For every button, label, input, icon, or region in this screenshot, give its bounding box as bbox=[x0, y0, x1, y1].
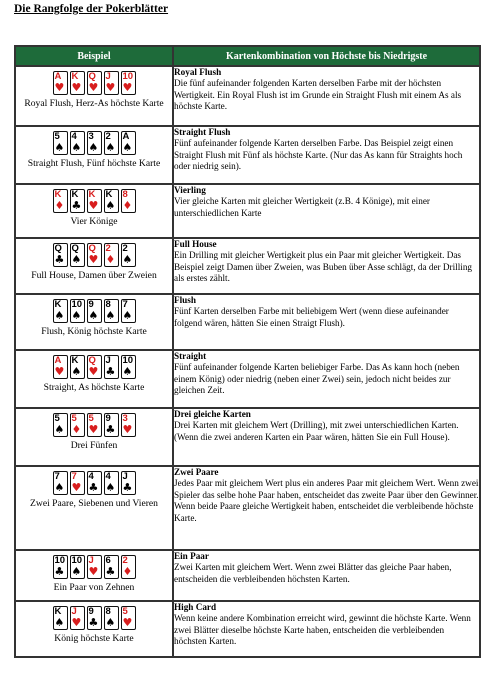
hand-description: Zwei Karten mit gleichem Wert. Wenn zwei Blätter das gleiche Paar haben, entscheiden die verbleibenden höchsten Karten. bbox=[174, 562, 452, 584]
card-rank: 4 bbox=[105, 471, 111, 482]
hand-description: Die fünf aufeinander folgenden Karten derselben Farbe mit der höchsten Wertigkeit. Ein Royal Flush ist im Grunde ein Straight Flush mit einem As als höchste Karte. bbox=[174, 78, 462, 112]
card-suit-icon: ♥ bbox=[88, 365, 99, 378]
example-label: Full House, Damen über Zweien bbox=[31, 270, 157, 281]
table-row bbox=[15, 408, 480, 466]
card-suit-icon: ♣ bbox=[122, 481, 133, 494]
playing-card bbox=[121, 71, 136, 95]
card-rank: 5 bbox=[54, 131, 60, 142]
hand-title: High Card bbox=[174, 602, 217, 612]
hand-title: Straight Flush bbox=[174, 127, 231, 137]
card-rank: Q bbox=[54, 243, 62, 254]
card-rank: 10 bbox=[71, 555, 83, 566]
card-rank: 4 bbox=[88, 471, 94, 482]
card-hand bbox=[16, 299, 172, 325]
table-row bbox=[15, 294, 480, 350]
playing-card bbox=[53, 189, 68, 213]
example-label: Royal Flush, Herz-As höchste Karte bbox=[24, 98, 164, 109]
playing-card bbox=[121, 471, 136, 495]
card-rank: K bbox=[54, 606, 62, 617]
playing-card bbox=[87, 243, 102, 267]
playing-card bbox=[121, 189, 136, 213]
playing-card bbox=[87, 471, 102, 495]
hand-description: Fünf Karten derselben Farbe mit beliebigem Wert (wenn diese aufeinander folgend wären, hätten Sie einen Straigt Flush). bbox=[174, 306, 449, 328]
card-rank: 10 bbox=[71, 299, 83, 310]
hand-title: Ein Paar bbox=[174, 551, 209, 561]
card-suit-icon: ♣ bbox=[88, 616, 99, 629]
playing-card bbox=[70, 555, 85, 579]
card-rank: J bbox=[71, 606, 77, 617]
hand-description: Wenn keine andere Kombination erreicht wird, gewinnt die höchste Karte. Wenn zwei Blätter dieselbe höchste Karte haben, entscheiden die verbleibenden höchsten Karten. bbox=[174, 613, 471, 647]
card-rank: 10 bbox=[122, 355, 134, 366]
hand-title: Zwei Paare bbox=[174, 467, 219, 477]
card-suit-icon: ♥ bbox=[71, 616, 82, 629]
playing-card bbox=[53, 131, 68, 155]
playing-card bbox=[53, 555, 68, 579]
card-suit-icon: ♠ bbox=[122, 253, 133, 266]
playing-card bbox=[121, 131, 136, 155]
playing-card bbox=[121, 243, 136, 267]
table-row bbox=[15, 350, 480, 408]
card-rank: 2 bbox=[105, 131, 111, 142]
card-rank: Q bbox=[71, 243, 79, 254]
example-label: Zwei Paare, Siebenen und Vieren bbox=[30, 498, 158, 509]
card-rank: K bbox=[71, 355, 79, 366]
table-header-row bbox=[15, 46, 480, 66]
example-cell bbox=[15, 408, 173, 466]
card-suit-icon: ♥ bbox=[122, 423, 133, 436]
playing-card bbox=[121, 299, 136, 323]
example-cell bbox=[15, 601, 173, 657]
playing-card bbox=[53, 243, 68, 267]
card-rank: 2 bbox=[122, 243, 128, 254]
card-suit-icon: ♥ bbox=[54, 365, 65, 378]
card-suit-icon: ♦ bbox=[105, 253, 116, 266]
card-rank: 8 bbox=[105, 606, 111, 617]
card-suit-icon: ♠ bbox=[122, 141, 133, 154]
card-rank: 2 bbox=[122, 555, 128, 566]
card-rank: Q bbox=[88, 71, 96, 82]
card-suit-icon: ♣ bbox=[71, 199, 82, 212]
card-rank: 5 bbox=[122, 606, 128, 617]
table-row bbox=[15, 238, 480, 294]
playing-card bbox=[70, 131, 85, 155]
hand-title: Royal Flush bbox=[174, 67, 222, 77]
playing-card bbox=[70, 355, 85, 379]
example-cell bbox=[15, 294, 173, 350]
description-cell bbox=[173, 350, 480, 408]
card-suit-icon: ♣ bbox=[54, 253, 65, 266]
description-cell bbox=[173, 184, 480, 238]
example-cell bbox=[15, 238, 173, 294]
example-label: König höchste Karte bbox=[54, 633, 134, 644]
card-suit-icon: ♣ bbox=[105, 365, 116, 378]
card-hand bbox=[16, 71, 172, 97]
description-cell bbox=[173, 550, 480, 601]
table-row bbox=[15, 550, 480, 601]
playing-card bbox=[53, 71, 68, 95]
card-rank: Q bbox=[88, 355, 96, 366]
example-label: Straight, As höchste Karte bbox=[43, 382, 145, 393]
playing-card bbox=[87, 355, 102, 379]
playing-card bbox=[87, 71, 102, 95]
hand-description: Ein Drilling mit gleicher Wertigkeit plus ein Paar mit gleicher Wertigkeit. Das Beispiel zeigt Damen über Zweien, was Buben über Asse schlägt, da der Drilling als erstes zählt. bbox=[174, 250, 473, 284]
playing-card bbox=[121, 555, 136, 579]
card-suit-icon: ♠ bbox=[105, 481, 116, 494]
hand-description: Vier gleiche Karten mit gleicher Wertigkeit (z.B. 4 Könige), mit einer unterschiedlichen Karte bbox=[174, 196, 430, 218]
card-suit-icon: ♠ bbox=[71, 565, 82, 578]
hand-description: Drei Karten mit gleichem Wert (Drilling), mit zwei unterschiedlichen Karten. (Wenn die zwei anderen Karten ein Paar wären, hätten Sie ein Full House). bbox=[174, 420, 459, 442]
example-label: Drei Fünfen bbox=[70, 440, 118, 451]
poker-ranking-table bbox=[14, 45, 481, 658]
card-rank: 6 bbox=[105, 555, 111, 566]
description-cell bbox=[173, 294, 480, 350]
card-hand bbox=[16, 131, 172, 157]
example-label: Flush, König höchste Karte bbox=[41, 326, 147, 337]
header-combination: Kartenkombination von Höchste bis Niedrigste bbox=[173, 46, 480, 66]
card-suit-icon: ♠ bbox=[54, 309, 65, 322]
hand-title: Flush bbox=[174, 295, 196, 305]
playing-card bbox=[53, 471, 68, 495]
card-suit-icon: ♠ bbox=[71, 253, 82, 266]
hand-title: Vierling bbox=[174, 185, 206, 195]
card-suit-icon: ♠ bbox=[54, 616, 65, 629]
card-suit-icon: ♥ bbox=[88, 565, 99, 578]
card-rank: K bbox=[54, 189, 62, 200]
card-suit-icon: ♠ bbox=[105, 199, 116, 212]
card-rank: A bbox=[54, 71, 62, 82]
card-rank: 8 bbox=[122, 189, 128, 200]
playing-card bbox=[104, 299, 119, 323]
example-label: Straight Flush, Fünf höchste Karte bbox=[27, 158, 161, 169]
playing-card bbox=[87, 189, 102, 213]
card-suit-icon: ♠ bbox=[71, 309, 82, 322]
card-rank: 5 bbox=[88, 413, 94, 424]
playing-card bbox=[87, 555, 102, 579]
card-suit-icon: ♥ bbox=[122, 616, 133, 629]
card-suit-icon: ♠ bbox=[105, 616, 116, 629]
card-suit-icon: ♦ bbox=[71, 423, 82, 436]
playing-card bbox=[70, 299, 85, 323]
card-suit-icon: ♣ bbox=[105, 565, 116, 578]
card-rank: A bbox=[54, 355, 62, 366]
card-rank: 7 bbox=[71, 471, 77, 482]
playing-card bbox=[70, 243, 85, 267]
card-hand bbox=[16, 555, 172, 581]
playing-card bbox=[104, 243, 119, 267]
card-rank: 10 bbox=[122, 71, 134, 82]
card-hand bbox=[16, 413, 172, 439]
playing-card bbox=[53, 413, 68, 437]
table-row bbox=[15, 184, 480, 238]
playing-card bbox=[104, 189, 119, 213]
card-hand bbox=[16, 243, 172, 269]
card-suit-icon: ♥ bbox=[88, 423, 99, 436]
card-suit-icon: ♠ bbox=[122, 365, 133, 378]
playing-card bbox=[87, 606, 102, 630]
playing-card bbox=[104, 355, 119, 379]
card-rank: K bbox=[54, 299, 62, 310]
card-rank: 5 bbox=[71, 413, 77, 424]
card-hand bbox=[16, 471, 172, 497]
card-rank: 4 bbox=[71, 131, 77, 142]
playing-card bbox=[70, 413, 85, 437]
card-suit-icon: ♠ bbox=[88, 141, 99, 154]
card-rank: K bbox=[71, 189, 79, 200]
playing-card bbox=[121, 413, 136, 437]
page-title: Die Rangfolge der Pokerblätter bbox=[14, 3, 169, 15]
playing-card bbox=[104, 131, 119, 155]
card-rank: 9 bbox=[88, 606, 94, 617]
card-suit-icon: ♠ bbox=[71, 365, 82, 378]
card-rank: J bbox=[105, 71, 111, 82]
card-rank: A bbox=[122, 131, 130, 142]
playing-card bbox=[87, 299, 102, 323]
playing-card bbox=[70, 606, 85, 630]
card-rank: Q bbox=[88, 243, 96, 254]
card-suit-icon: ♦ bbox=[122, 199, 133, 212]
card-suit-icon: ♠ bbox=[71, 141, 82, 154]
example-label: Vier Könige bbox=[70, 216, 118, 227]
playing-card bbox=[53, 299, 68, 323]
card-suit-icon: ♣ bbox=[54, 565, 65, 578]
description-cell bbox=[173, 408, 480, 466]
card-rank: 3 bbox=[88, 131, 94, 142]
playing-card bbox=[53, 606, 68, 630]
description-cell bbox=[173, 126, 480, 184]
card-suit-icon: ♠ bbox=[54, 423, 65, 436]
hand-title: Straight bbox=[174, 351, 207, 361]
playing-card bbox=[121, 355, 136, 379]
table-row bbox=[15, 126, 480, 184]
card-suit-icon: ♠ bbox=[54, 141, 65, 154]
card-suit-icon: ♥ bbox=[71, 481, 82, 494]
playing-card bbox=[53, 355, 68, 379]
table-row bbox=[15, 66, 480, 126]
example-cell bbox=[15, 466, 173, 550]
playing-card bbox=[87, 131, 102, 155]
playing-card bbox=[70, 471, 85, 495]
playing-card bbox=[104, 413, 119, 437]
playing-card bbox=[104, 471, 119, 495]
description-cell bbox=[173, 66, 480, 126]
card-suit-icon: ♥ bbox=[54, 81, 65, 94]
card-rank: 3 bbox=[122, 413, 128, 424]
example-label: Ein Paar von Zehnen bbox=[53, 582, 135, 593]
card-suit-icon: ♠ bbox=[105, 309, 116, 322]
card-hand bbox=[16, 606, 172, 632]
card-rank: 8 bbox=[105, 299, 111, 310]
example-cell bbox=[15, 350, 173, 408]
card-suit-icon: ♠ bbox=[122, 309, 133, 322]
hand-title: Drei gleiche Karten bbox=[174, 409, 251, 419]
card-suit-icon: ♥ bbox=[122, 81, 133, 94]
hand-description: Jedes Paar mit gleichem Wert plus ein anderes Paar mit gleichem Wert. Wenn zwei Spieler das selbe hohe Paar haben, entscheidet das zweite Paar über den Gewinner. Wenn beide Paare gleiche Wertigkeit haben, entscheidet die verbleibende höchste Karte. bbox=[174, 478, 479, 523]
example-cell bbox=[15, 126, 173, 184]
hand-description: Fünf aufeinander folgende Karten derselben Farbe. Das Beispiel zeigt einen Straight Flush mit Fünf als höchste Karte. (Nur das As kann für Straights hoch oder niedrig sein). bbox=[174, 138, 463, 172]
card-suit-icon: ♦ bbox=[54, 199, 65, 212]
card-suit-icon: ♥ bbox=[88, 253, 99, 266]
description-cell bbox=[173, 238, 480, 294]
playing-card bbox=[104, 555, 119, 579]
example-cell bbox=[15, 550, 173, 601]
card-suit-icon: ♥ bbox=[105, 81, 116, 94]
description-cell bbox=[173, 601, 480, 657]
card-rank: J bbox=[88, 555, 94, 566]
card-hand bbox=[16, 355, 172, 381]
example-cell bbox=[15, 66, 173, 126]
card-suit-icon: ♥ bbox=[71, 81, 82, 94]
playing-card bbox=[104, 606, 119, 630]
playing-card bbox=[70, 71, 85, 95]
header-example: Beispiel bbox=[15, 46, 173, 66]
card-rank: 9 bbox=[105, 413, 111, 424]
card-suit-icon: ♥ bbox=[88, 199, 99, 212]
card-rank: K bbox=[71, 71, 79, 82]
description-cell bbox=[173, 466, 480, 550]
card-rank: J bbox=[105, 355, 111, 366]
example-cell bbox=[15, 184, 173, 238]
card-suit-icon: ♦ bbox=[122, 565, 133, 578]
card-suit-icon: ♥ bbox=[88, 81, 99, 94]
card-rank: 5 bbox=[54, 413, 60, 424]
card-rank: K bbox=[88, 189, 96, 200]
table-row bbox=[15, 466, 480, 550]
playing-card bbox=[70, 189, 85, 213]
card-rank: 10 bbox=[54, 555, 66, 566]
card-rank: J bbox=[122, 471, 128, 482]
hand-description: Fünf aufeinander folgende Karten beliebiger Farbe. Das As kann hoch (neben einem König) oder niedrig (neben einer Zwei) sein, jedoch nicht beides zur gleichen Zeit. bbox=[174, 362, 460, 396]
playing-card bbox=[87, 413, 102, 437]
card-rank: 9 bbox=[88, 299, 94, 310]
card-rank: 7 bbox=[122, 299, 128, 310]
card-rank: 7 bbox=[54, 471, 60, 482]
table-row bbox=[15, 601, 480, 657]
hand-title: Full House bbox=[174, 239, 217, 249]
card-rank: 2 bbox=[105, 243, 111, 254]
card-suit-icon: ♠ bbox=[54, 481, 65, 494]
card-suit-icon: ♣ bbox=[105, 423, 116, 436]
card-suit-icon: ♠ bbox=[88, 309, 99, 322]
card-suit-icon: ♠ bbox=[105, 141, 116, 154]
card-hand bbox=[16, 189, 172, 215]
card-suit-icon: ♣ bbox=[88, 481, 99, 494]
playing-card bbox=[121, 606, 136, 630]
playing-card bbox=[104, 71, 119, 95]
card-rank: K bbox=[105, 189, 113, 200]
